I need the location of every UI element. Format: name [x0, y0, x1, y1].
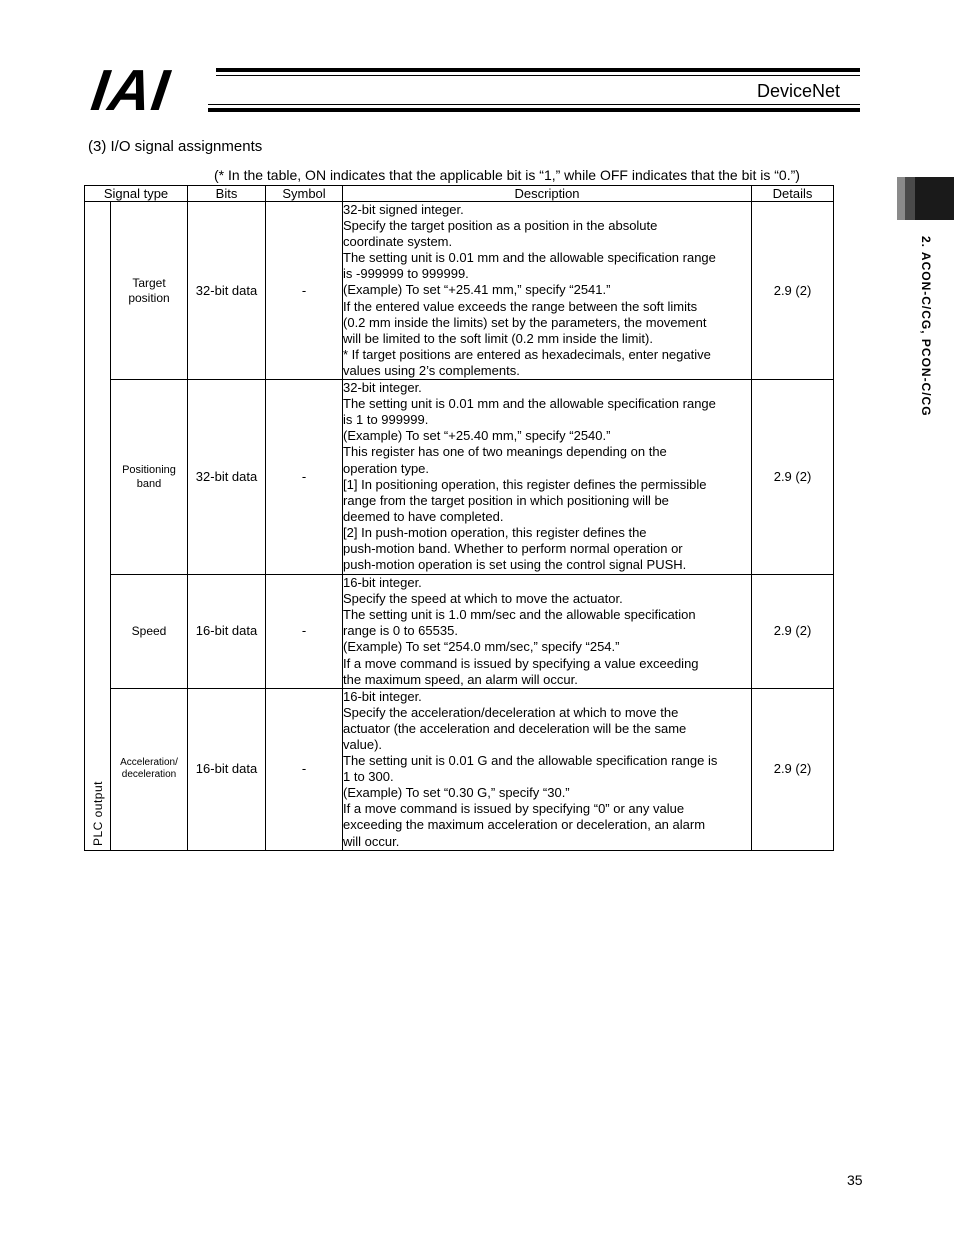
description-cell: 16-bit integer. Specify the acceleration/deceleration at which to move the actuator (the acceleration and deceleration will be the same value). The setting unit is 0.01 G and the allowable specification range is 1 to 300. (Example) To set “0.30 G,” specify “30.” If a move command is issued by specifying “0” or any value exceeding the maximum acceleration or deceleration, an alarm will occur.	[343, 688, 752, 850]
bits-cell: 16-bit data	[188, 575, 266, 689]
table-row	[85, 688, 834, 850]
symbol-cell: -	[266, 575, 343, 689]
header-title: DeviceNet	[756, 81, 840, 101]
header-bits: Bits	[188, 186, 266, 202]
signal-name: Positioning band	[111, 380, 188, 575]
description-cell: 16-bit integer. Specify the speed at which to move the actuator. The setting unit is 1.0 mm/sec and the allowable specification range is 0 to 65535. (Example) To set “254.0 mm/sec,” specify “254.” If a move command is issued by specifying a value exceeding the maximum speed, an alarm will occur.	[343, 575, 752, 689]
symbol-cell: -	[266, 202, 343, 380]
symbol-cell: -	[266, 380, 343, 575]
signal-name: Speed	[111, 575, 188, 689]
section-title: (3) I/O signal assignments	[88, 138, 263, 155]
table-row	[85, 202, 834, 380]
group-label-cell	[85, 202, 111, 851]
bits-cell: 32-bit data	[188, 380, 266, 575]
chapter-tab-label: 2. ACON-C/CG, PCON-C/CG	[919, 236, 933, 417]
bits-cell: 32-bit data	[188, 202, 266, 380]
page-number: 35	[847, 1172, 863, 1188]
details-cell: 2.9 (2)	[752, 575, 834, 689]
iai-logo: IAI	[87, 58, 174, 123]
signal-name: Acceleration/ deceleration	[111, 688, 188, 850]
table-header-row	[85, 186, 834, 202]
description-cell: 32-bit integer. The setting unit is 0.01 mm and the allowable specification range is 1 to 999999. (Example) To set “+25.40 mm,” specify “2540.” This register has one of two meanings depending on the operation type. [1] In positioning operation, this register defines the permissible range from the target position in which positioning will be deemed to have completed. [2] In push-motion operation, this register defines the push-motion band. Whether to perform normal operation or push-motion operation is set using the control signal PUSH.	[343, 380, 752, 575]
header-signal-type: Signal type	[85, 186, 188, 202]
group-label: PLC output	[90, 780, 105, 846]
chapter-tab	[897, 177, 954, 220]
table-row	[85, 575, 834, 689]
details-cell: 2.9 (2)	[752, 688, 834, 850]
description-cell: 32-bit signed integer. Specify the target position as a position in the absolute coordinate system. The setting unit is 0.01 mm and the allowable specification range is -999999 to 999999. (Example) To set “+25.41 mm,” specify “2541.” If the entered value exceeds the range between the soft limits (0.2 mm inside the limits) set by the parameters, the movement will be limited to the soft limit (0.2 mm inside the limit). * If target positions are entered as hexadecimals, enter negative values using 2’s complements.	[343, 202, 752, 380]
header-symbol: Symbol	[266, 186, 343, 202]
symbol-cell: -	[266, 688, 343, 850]
table-note: (* In the table, ON indicates that the applicable bit is “1,” while OFF indicates that the bit is “0.”)	[214, 167, 800, 183]
header-description: Description	[343, 186, 752, 202]
bits-cell: 16-bit data	[188, 688, 266, 850]
details-cell: 2.9 (2)	[752, 202, 834, 380]
signal-name: Target position	[111, 202, 188, 380]
header-details: Details	[752, 186, 834, 202]
details-cell: 2.9 (2)	[752, 380, 834, 575]
io-signal-table	[84, 185, 834, 851]
table-row	[85, 380, 834, 575]
